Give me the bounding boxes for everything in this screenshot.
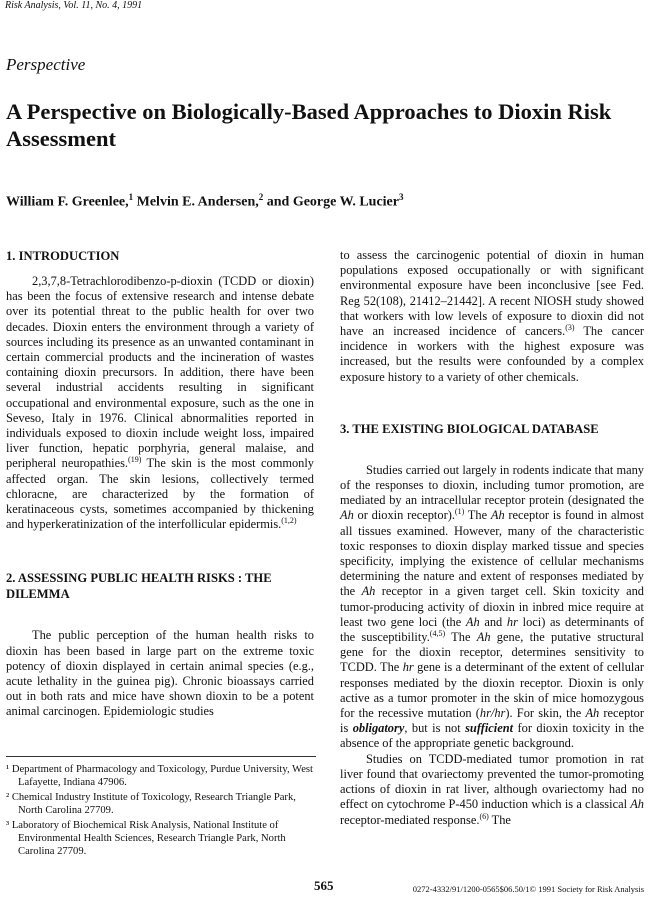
text-run: gene, the putative structural gene for the dioxin receptor, determines sensitivity to TCDD. The	[340, 630, 644, 675]
footnote: ¹ Department of Pharmacology and Toxicology, Purdue University, West Lafayette, Indiana 47906.	[6, 764, 313, 788]
text-run: receptor in a given target cell. Skin toxicity and tumor-producing activity of dioxin in inbred mice require at least two gene loci (the	[340, 584, 644, 629]
section-label: Perspective	[6, 55, 86, 74]
gene-term: Ah	[361, 584, 376, 599]
footnote: ² Chemical Industry Institute of Toxicology, Research Triangle Park, North Carolina 27709.	[6, 792, 296, 816]
text-run: loci) as determinants of the susceptibility.	[340, 614, 644, 645]
text-run: receptor-mediated response.	[340, 812, 480, 827]
reference-mark: (6)	[479, 811, 489, 821]
gene-term: hr	[506, 614, 518, 629]
reference-mark: (1)	[454, 507, 465, 517]
author-name: and George W. Lucier	[263, 194, 399, 210]
gene-term: Ah	[490, 508, 505, 523]
text-run: The	[445, 630, 477, 645]
text-run: The	[464, 508, 491, 523]
right-column	[340, 248, 644, 828]
author-line	[6, 192, 403, 211]
author-name: Melvin E. Andersen,	[133, 194, 259, 210]
text-run: or dioxin receptor).	[353, 508, 455, 523]
reference-mark: (1,2)	[281, 516, 297, 526]
text-run: and	[479, 614, 507, 629]
text-run: 2,3,7,8-Tetrachlorodibenzo-p-dioxin (TCDD or dioxin) has been the focus of extensive research and intense debate over its potential threat to the public health for over two decades. Dioxin enters the environment through a variety of sources including its presence as an unwanted contaminant in certain commercial products and the incineration of wastes containing dioxin precursors. In addition, there have been several industrial accidents resulting in significant occupational and environmental exposure, such as the one in Seveso, Italy in 1976. Clinical abnormalities reported in individuals exposed to dioxin include weight loss, impaired liver function, hepatic porphyria, general malaise, and peripheral neuropathies.	[6, 274, 314, 471]
section-heading-introduction: 1. INTRODUCTION	[6, 249, 120, 263]
reference-mark: (19)	[128, 455, 142, 465]
assessing-paragraph: The public perception of the human health risks to dioxin has been based in large part on the extreme toxic potency of dioxin displayed in certain animal species (e.g., acute lethality in the guinea pig). Chronic bioassays carried out in both rats and mice have shown dioxin to be a potent animal carcinogen. Epidemiologic studies	[6, 628, 314, 719]
text-run: Studies on TCDD-mediated tumor promotion in rat liver found that ovariectomy prevented the tumor-promoting actions of dioxin in rat liver, although ovariectomy had no effect on cytochrome P-450 induction which is a classical	[340, 751, 644, 812]
text-run: ). For skin, the	[505, 706, 586, 721]
gene-term: Ah	[476, 630, 491, 645]
assessing-paragraph-continued	[340, 248, 644, 385]
affiliation-mark: 3	[398, 192, 404, 202]
text-run: The skin is the most commonly affected organ. The skin lesions, collectively termed chloracne, are characterized by the formation of keratinaceous cysts, sometimes accompanied by thickening and hyperkeratinization of the interfollicular epidermis.	[6, 456, 315, 532]
left-column	[6, 248, 314, 720]
existing-database-paragraph-2	[340, 752, 644, 828]
gene-term: hr	[402, 660, 414, 675]
text-run: Studies carried out largely in rodents indicate that many of the responses to dioxin, including tumor promotion, are mediated by an intracellular receptor protein (designated the	[340, 462, 644, 508]
text-run: gene is a determinant of the extent of cellular responses mediated by the dioxin receptor. Dioxin is only active as a tumor promoter in the skin of mice homozygous for the recessive mutation (	[340, 660, 644, 721]
text-run: The cancer incidence in workers with the highest exposure was increased, but the results were confounded by a complex exposure history to a variety of other chemicals.	[340, 324, 644, 384]
reference-mark: (3)	[565, 322, 575, 332]
affiliation-mark: 1	[128, 192, 134, 202]
author-name: William F. Greenlee,	[6, 194, 129, 210]
journal-header: Risk Analysis, Vol. 11, No. 4, 1991	[5, 0, 143, 11]
gene-term: Ah	[630, 797, 644, 812]
affiliation-footnotes	[6, 756, 316, 860]
page-number: 565	[314, 878, 334, 893]
text-run: receptor is found in almost all tissues examined. However, many of the characteristic toxic responses to dioxin display marked tissue and species specificity, implying the existence of cellular mechanisms determining the nature and extent of responses mediated by the	[340, 508, 644, 599]
gene-term: Ah	[585, 706, 600, 721]
text-run: , but is not	[404, 721, 466, 736]
text-run: The	[488, 812, 511, 827]
text-run: for dioxin toxicity in the absence of the appropriate genetic background.	[340, 721, 644, 751]
text-run: receptor is	[340, 706, 645, 736]
introduction-paragraph	[6, 274, 314, 532]
emphasis-term: obligatory	[352, 721, 405, 736]
section-heading-existing-database: 3. THE EXISTING BIOLOGICAL DATABASE	[340, 421, 599, 436]
gene-term: Ah	[465, 614, 480, 629]
existing-database-paragraph-1	[340, 463, 644, 752]
copyright-line: 0272-4332/91/1200-0565$06.50/1© 1991 Society for Risk Analysis	[412, 884, 644, 894]
section-heading-assessing: 2. ASSESSING PUBLIC HEALTH RISKS : THE DILEMMA	[6, 571, 272, 602]
text-run: to assess the carcinogenic potential of dioxin in human populations exposed occupationally or with significant environmental exposure have been inconclusive [see Fed. Reg 52(108), 21412–21442]. A recent NIOSH study showed that workers with low levels of exposure to dioxin did not have an increased incidence of cancers.	[340, 248, 644, 339]
affiliation-mark: 2	[258, 192, 264, 202]
gene-term: Ah	[340, 508, 354, 523]
article-title: A Perspective on Biologically-Based Approaches to Dioxin Risk Assessment	[6, 99, 612, 151]
emphasis-term: sufficient	[465, 721, 514, 736]
footnote: ³ Laboratory of Biochemical Risk Analysis, National Institute of Environmental Health Sciences, Research Triangle Park, North Carolina 27709.	[6, 820, 286, 857]
reference-mark: (4,5)	[429, 628, 446, 638]
gene-term: hr/hr	[479, 706, 506, 721]
